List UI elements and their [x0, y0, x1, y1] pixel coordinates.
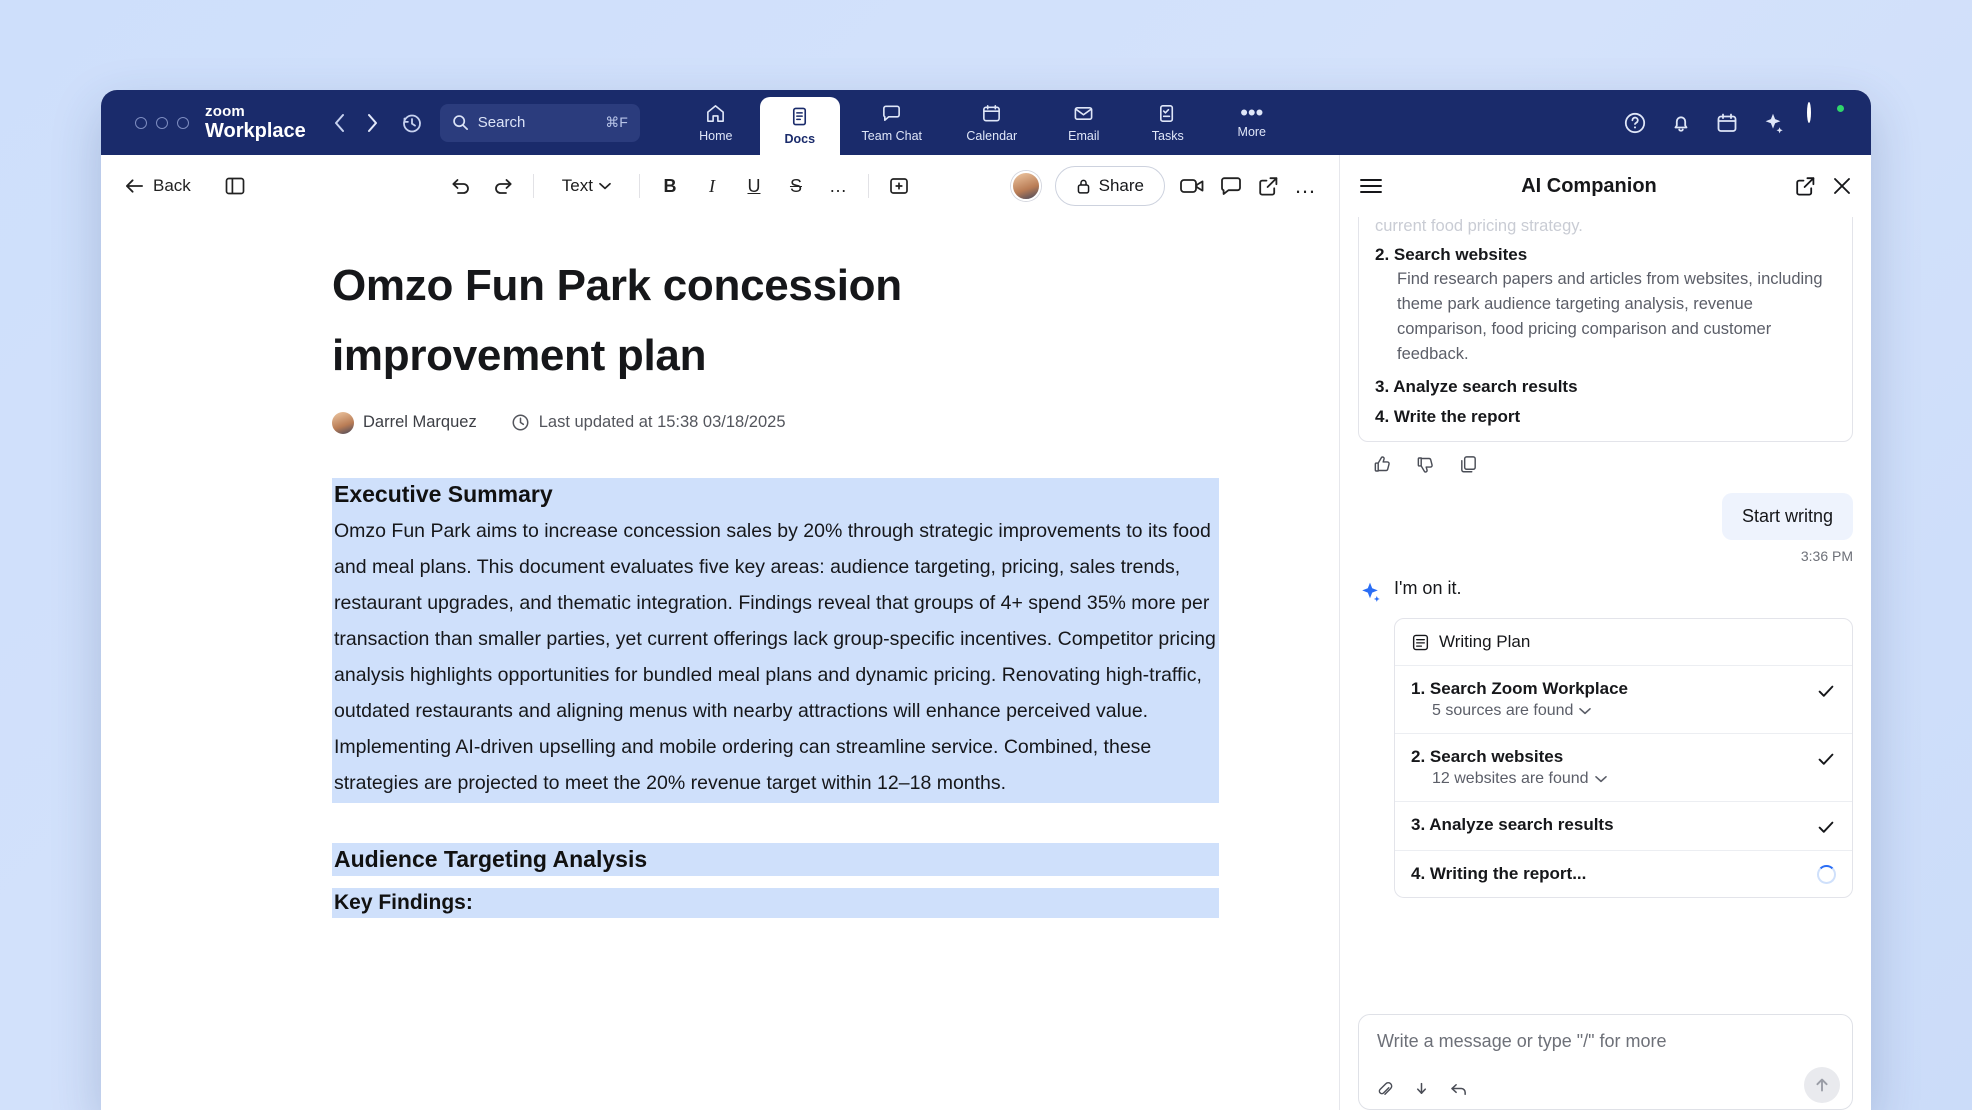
- check-icon: [1816, 815, 1836, 837]
- ai-conversation[interactable]: [1340, 217, 1871, 998]
- tab-calendar[interactable]: [944, 90, 1040, 155]
- wp-item-4-label: Writing the report...: [1429, 864, 1587, 883]
- window-body: [101, 155, 1871, 1110]
- document-pane: [101, 155, 1339, 1110]
- document-actions: [1011, 166, 1321, 206]
- loading-spinner-icon: [1817, 865, 1836, 884]
- mail-icon: [1073, 103, 1094, 124]
- wp-item-3-num: 3.: [1411, 815, 1426, 834]
- zoom-workplace-logo: [205, 104, 306, 141]
- previous-plan-card: [1358, 217, 1853, 442]
- plan-step-4-title: Write the report: [1393, 407, 1521, 426]
- plan-step-4: [1375, 407, 1836, 427]
- plan-step-4-num: 4.: [1375, 407, 1390, 426]
- global-search-input[interactable]: [440, 104, 640, 142]
- writing-plan-item-4[interactable]: [1395, 851, 1852, 897]
- chevron-down-icon: [599, 182, 611, 190]
- chevron-down-icon[interactable]: [1579, 707, 1591, 715]
- undo-icon[interactable]: [443, 169, 479, 203]
- strikethrough-button[interactable]: S: [789, 175, 802, 196]
- calendar-quick-icon[interactable]: [1715, 111, 1739, 135]
- user-avatar[interactable]: [1807, 104, 1845, 142]
- tab-tasks-label: Tasks: [1151, 128, 1184, 143]
- underline-button[interactable]: U: [747, 175, 761, 196]
- check-icon: [1816, 747, 1836, 769]
- insert-icon[interactable]: [881, 169, 917, 203]
- share-button-label: Share: [1098, 176, 1144, 195]
- ai-panel-title: AI Companion: [1521, 174, 1657, 197]
- back-button-label: Back: [153, 176, 191, 195]
- wp-item-3-label: Analyze search results: [1429, 815, 1614, 834]
- toggle-sidebar-icon[interactable]: [221, 172, 249, 200]
- hamburger-icon[interactable]: [1358, 176, 1384, 196]
- thumbs-up-icon[interactable]: [1372, 454, 1393, 475]
- history-icon[interactable]: [394, 105, 430, 141]
- plan-step-3-title: Analyze search results: [1393, 377, 1578, 396]
- toolbar-divider: [533, 174, 534, 198]
- tab-email-label: Email: [1068, 128, 1100, 143]
- tab-home[interactable]: [676, 90, 756, 155]
- ai-message-composer[interactable]: [1358, 1014, 1853, 1110]
- reply-icon[interactable]: [1449, 1080, 1468, 1099]
- close-icon[interactable]: [1831, 175, 1853, 197]
- zoom-workplace-window: [101, 90, 1871, 1110]
- more-formatting-button[interactable]: …: [828, 175, 847, 196]
- document-toolbar: [101, 155, 1339, 217]
- message-timestamp: 3:36 PM: [1800, 548, 1853, 564]
- window-titlebar: [101, 90, 1871, 155]
- plan-step-3: [1375, 377, 1836, 397]
- toolbar-divider-2: [639, 174, 640, 198]
- nav-back-button[interactable]: [322, 106, 356, 140]
- wp-item-4-num: 4.: [1411, 864, 1426, 883]
- back-button[interactable]: [119, 172, 197, 200]
- writing-plan-card: [1394, 618, 1853, 898]
- section-paragraph-executive-summary: Omzo Fun Park aims to increase concession sales by 20% through strategic improvements to its food and meal plans. This document evaluates five key areas: audience targeting, pricing, sales trends, restaurant upgrades, and thematic integration. Findings reveal that groups of 4+ spend 35% more per transaction than smaller parties, yet current offerings lack group-specific incentives. Competitor pricing analysis highlights opportunities for bundled meal plans and dynamic pricing. Renovating high-traffic, outdated restaurants and aligning menus with nearby attractions will enhance perceived value. Implementing AI-driven upselling and mobile ordering can streamline service. Combined, these strategies are projected to meet the 20% revenue target within 12–18 months.: [332, 511, 1219, 803]
- ai-companion-sparkle-icon[interactable]: [1761, 111, 1785, 135]
- document-content: [101, 251, 1339, 918]
- composer-placeholder: Write a message or type "/" for more: [1377, 1031, 1667, 1051]
- tab-docs[interactable]: [760, 97, 840, 155]
- titlebar-actions: [1623, 104, 1855, 142]
- plan-document-icon: [1411, 633, 1430, 652]
- redo-icon[interactable]: [485, 169, 521, 203]
- document-more-button[interactable]: …: [1294, 173, 1317, 198]
- thumbs-down-icon[interactable]: [1415, 454, 1436, 475]
- comment-icon[interactable]: [1219, 175, 1243, 197]
- window-controls[interactable]: [135, 117, 189, 129]
- page-title: Omzo Fun Park concession improvement plan: [332, 261, 902, 381]
- plan-step-2-body: Find research papers and articles from websites, including theme park audience targeting analysis, revenue comparison, food pricing comparison and customer feedback.: [1397, 270, 1823, 363]
- text-style-label: Text: [561, 176, 593, 195]
- text-style-dropdown[interactable]: [552, 172, 621, 200]
- sparkle-icon: [1358, 580, 1382, 604]
- writing-plan-title: Writing Plan: [1439, 632, 1531, 651]
- docs-icon: [789, 106, 810, 127]
- popout-icon[interactable]: [1794, 175, 1817, 197]
- chevron-down-icon[interactable]: [1595, 775, 1607, 783]
- author-avatar: [332, 412, 354, 434]
- lock-icon: [1076, 178, 1091, 195]
- brand-line-1: zoom: [205, 103, 245, 120]
- collaborator-avatar[interactable]: [1011, 171, 1041, 201]
- section-heading-executive-summary: Executive Summary: [332, 478, 1219, 511]
- section-heading-audience-targeting: Audience Targeting Analysis: [332, 843, 1219, 876]
- search-icon: [452, 114, 469, 131]
- wp-item-2-label: Search websites: [1429, 747, 1564, 766]
- tab-docs-label: Docs: [784, 132, 816, 146]
- assistant-reply-row: [1358, 578, 1853, 604]
- tab-team-chat[interactable]: [844, 90, 940, 155]
- plan-step-2-num: 2.: [1375, 245, 1390, 264]
- composer-toolbar: [1375, 1080, 1468, 1099]
- writing-plan-item-1[interactable]: [1395, 666, 1852, 734]
- calendar-icon: [981, 103, 1002, 124]
- avatar-image: [1807, 102, 1811, 123]
- wp-item-1-num: 1.: [1411, 679, 1426, 698]
- home-icon: [705, 103, 726, 124]
- tab-more-label: More: [1237, 125, 1267, 139]
- nav-forward-button[interactable]: [356, 106, 390, 140]
- toolbar-divider-3: [868, 174, 869, 198]
- writing-plan-item-2[interactable]: [1395, 734, 1852, 802]
- paperclip-icon[interactable]: [1375, 1080, 1394, 1099]
- at-icon[interactable]: [1412, 1080, 1431, 1099]
- notifications-bell-icon[interactable]: [1669, 111, 1693, 135]
- user-message-row: [1358, 493, 1853, 540]
- last-updated-label: Last updated at 15:38 03/18/2025: [538, 413, 786, 432]
- plan-step-3-num: 3.: [1375, 377, 1390, 396]
- chat-icon: [881, 103, 902, 124]
- share-button[interactable]: [1055, 166, 1165, 206]
- author-name: Darrel Marquez: [363, 413, 477, 432]
- section-subheading-key-findings: Key Findings:: [332, 888, 1219, 918]
- tab-home-label: Home: [699, 128, 733, 143]
- writing-plan-item-3[interactable]: [1395, 802, 1852, 851]
- close-window-button[interactable]: [135, 117, 147, 129]
- assistant-reply-text: I'm on it.: [1394, 578, 1462, 598]
- writing-plan-header: [1395, 619, 1852, 666]
- formatting-toolbar: [443, 169, 917, 203]
- main-nav-tabs[interactable]: [676, 90, 1292, 155]
- minimize-window-button[interactable]: [156, 117, 168, 129]
- search-shortcut-label: ⌘F: [605, 114, 628, 130]
- copy-icon[interactable]: [1458, 454, 1479, 475]
- italic-button[interactable]: I: [708, 175, 715, 196]
- plan-step-2-title: Search websites: [1393, 245, 1528, 264]
- wp-item-1-sub: 5 sources are found: [1432, 702, 1574, 719]
- plan-step-2: [1375, 245, 1836, 367]
- tab-calendar-label: Calendar: [966, 128, 1018, 143]
- help-icon[interactable]: [1623, 111, 1647, 135]
- document-scroll-area[interactable]: [101, 217, 1339, 1110]
- tab-email[interactable]: [1044, 90, 1124, 155]
- send-message-button[interactable]: [1804, 1067, 1840, 1103]
- wp-item-1-label: Search Zoom Workplace: [1429, 679, 1629, 698]
- open-external-icon[interactable]: [1257, 175, 1280, 197]
- brand-line-2: Workplace: [205, 120, 306, 142]
- tab-more[interactable]: [1212, 90, 1292, 155]
- presence-indicator: [1835, 103, 1846, 114]
- ellipsis-icon: •••: [1240, 100, 1264, 125]
- tasks-icon: [1157, 103, 1178, 124]
- wp-item-2-num: 2.: [1411, 747, 1426, 766]
- clock-icon: [511, 413, 530, 432]
- document-metadata: [332, 412, 1219, 434]
- tab-tasks[interactable]: [1128, 90, 1208, 155]
- ai-panel-header: [1340, 155, 1871, 217]
- wp-item-2-sub: 12 websites are found: [1432, 770, 1589, 787]
- maximize-window-button[interactable]: [177, 117, 189, 129]
- ai-companion-panel: [1339, 155, 1871, 1110]
- video-icon[interactable]: [1179, 175, 1205, 197]
- tab-team-chat-label: Team Chat: [861, 128, 922, 143]
- message-reactions: [1358, 442, 1853, 479]
- user-message-bubble: Start writng: [1722, 493, 1853, 540]
- previous-plan-clipped-line: current food pricing strategy.: [1375, 217, 1583, 235]
- check-icon: [1816, 679, 1836, 701]
- bold-button[interactable]: B: [663, 175, 677, 196]
- search-placeholder-text: Search: [477, 114, 526, 131]
